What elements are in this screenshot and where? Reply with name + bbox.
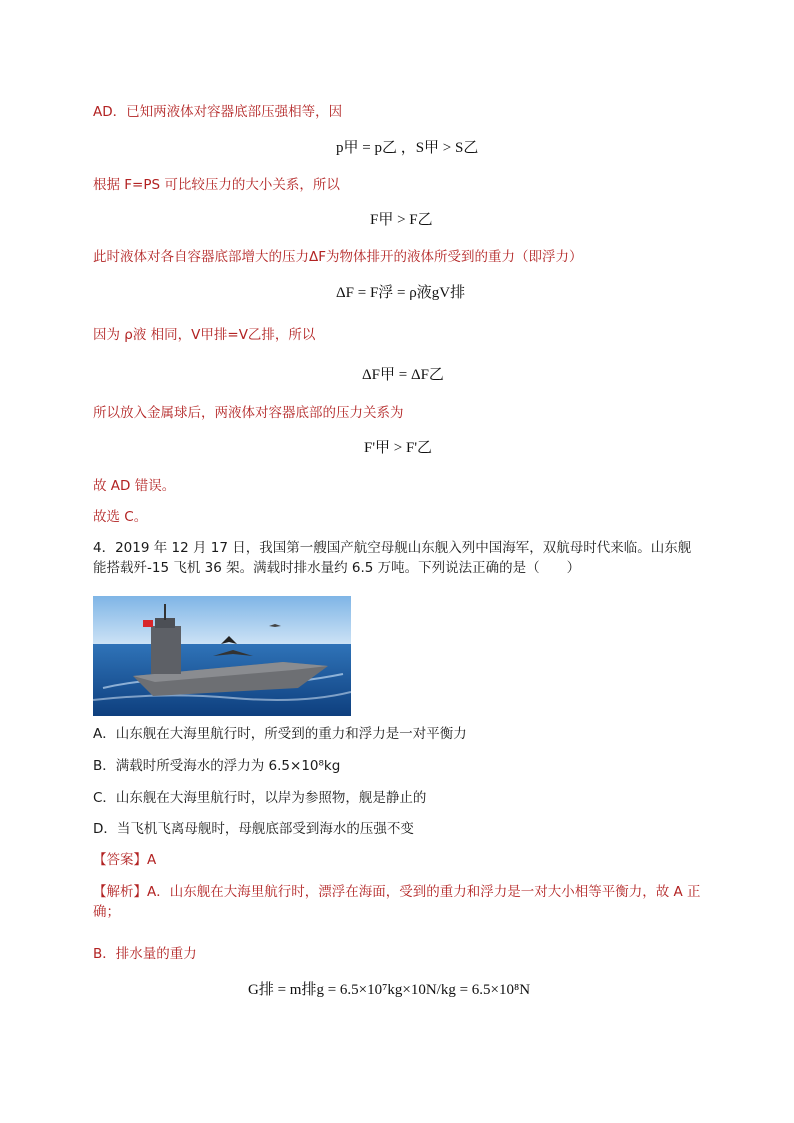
answer-label: 【答案】A: [93, 852, 157, 868]
analysis-text: 【解析】A．山东舰在大海里航行时，漂浮在海面，受到的重力和浮力是一对大小相等平衡力，故 A 正确；: [93, 884, 701, 920]
question-4-text: 4．2019 年 12 月 17 日，我国第一艘国产航空母舰山东舰入列中国海军，双航母时代来临。山东舰能搭载歼-15 飞机 36 架。满载时排水量约 6.5 万吨。下列说法正确的是（ ）: [93, 540, 692, 576]
aircraft-carrier-image: [93, 596, 351, 716]
delta-f-line: 此时液体对各自容器底部增大的压力ΔF为物体排开的液体所受到的重力（即浮力）: [93, 249, 583, 265]
formula-final-compare: F'甲 > F'乙: [364, 440, 433, 456]
ad-wrong-line: 故 AD 错误。: [93, 478, 176, 494]
option-c: C．山东舰在大海里航行时，以岸为参照物，舰是静止的: [93, 790, 427, 806]
formula-weight: G排 = m排g = 6.5×10⁷kg×10N/kg = 6.5×10⁸N: [248, 982, 531, 998]
b-weight-line: B．排水量的重力: [93, 946, 197, 962]
option-d: D．当飞机飞离母舰时，母舰底部受到海水的压强不变: [93, 821, 414, 837]
formula-pressure-area: p甲 = p乙 ，S甲 > S乙: [336, 140, 479, 156]
option-b: B．满载时所受海水的浮力为 6.5×10⁸kg: [93, 758, 341, 774]
option-a: A．山东舰在大海里航行时，所受到的重力和浮力是一对平衡力: [93, 726, 467, 742]
fps-line: 根据 F=PS 可比较压力的大小关系，所以: [93, 177, 340, 193]
choose-c-line: 故选 C。: [93, 509, 148, 525]
formula-delta-equal: ΔF甲 = ΔF乙: [362, 367, 444, 383]
after-ball-line: 所以放入金属球后，两液体对容器底部的压力关系为: [93, 405, 404, 421]
ad-intro-line: AD．已知两液体对容器底部压强相等，因: [93, 104, 343, 120]
rho-line: 因为 ρ液 相同，V甲排=V乙排，所以: [93, 327, 316, 343]
formula-force-compare: F甲 > F乙: [370, 212, 433, 228]
formula-buoyancy: ΔF = F浮 = ρ液gV排: [336, 285, 466, 301]
